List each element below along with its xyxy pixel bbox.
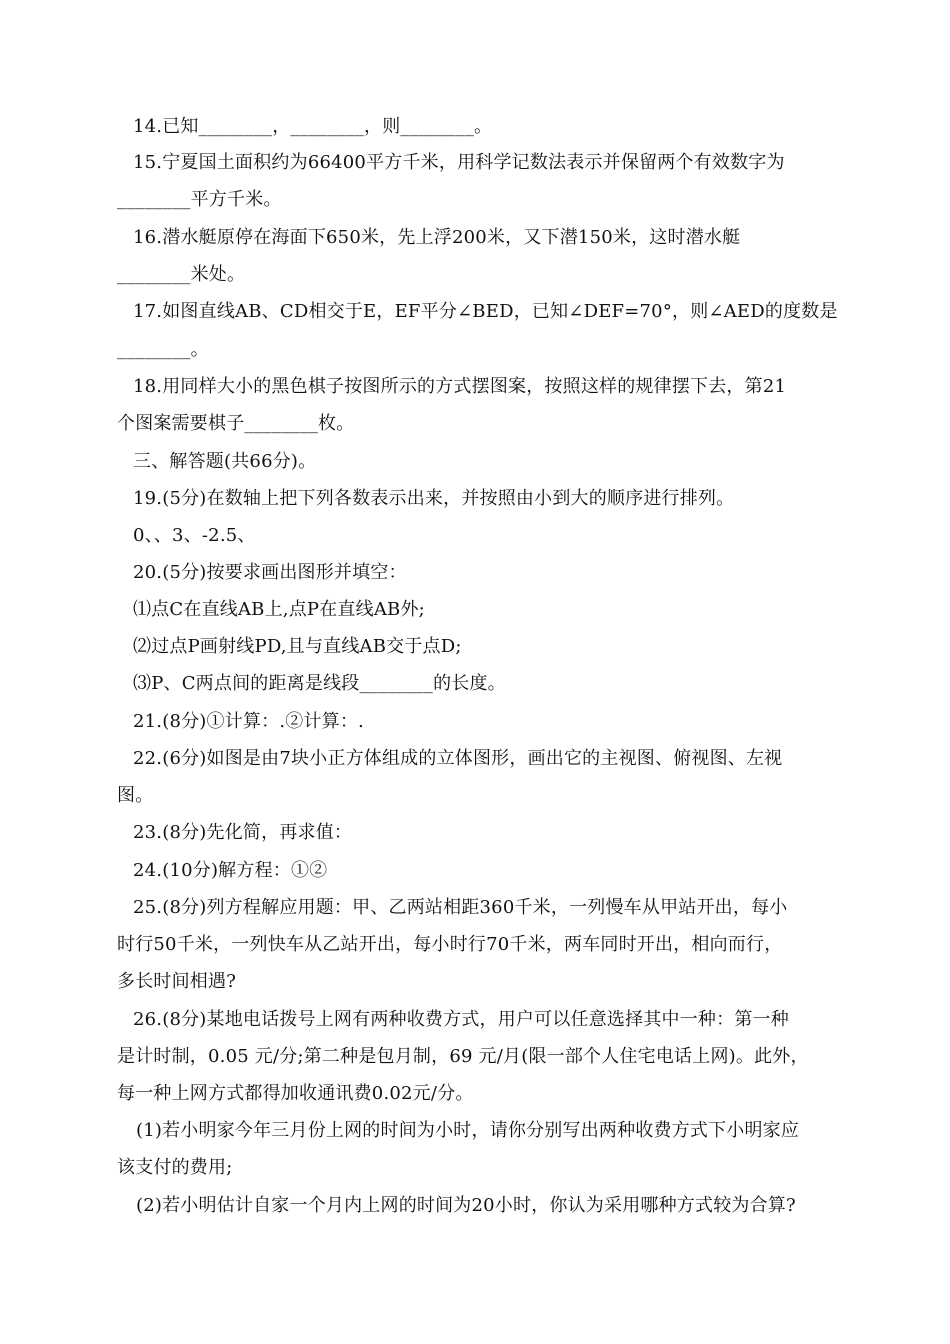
question-26-part-1-cont: 该支付的费用; bbox=[117, 1157, 233, 1178]
question-20-part-2: ⑵过点P画射线PD,且与直线AB交于点D; bbox=[133, 636, 462, 657]
question-16: 16.潜水艇原停在海面下650米，先上浮200米，又下潜150米，这时潜水艇 bbox=[133, 227, 741, 248]
question-22: 22.(6分)如图是由7块小正方体组成的立体图形，画出它的主视图、俯视图、左视 bbox=[133, 748, 783, 769]
question-25: 25.(8分)列方程解应用题：甲、乙两站相距360千米，一列慢车从甲站开出，每小 bbox=[133, 897, 788, 918]
section-heading: 三、解答题(共66分)。 bbox=[133, 451, 317, 472]
question-26: 26.(8分)某地电话拨号上网有两种收费方式，用户可以任意选择其中一种：第一种 bbox=[133, 1009, 789, 1030]
question-22-cont: 图。 bbox=[117, 785, 154, 806]
question-26-part-2: (2)若小明估计自家一个月内上网的时间为20小时，你认为采用哪种方式较为合算? bbox=[136, 1195, 796, 1216]
question-17-cont: ________。 bbox=[117, 339, 209, 360]
question-14: 14.已知________，________，则________。 bbox=[133, 116, 493, 137]
question-26-cont-2: 每一种上网方式都得加收通讯费0.02元/分。 bbox=[117, 1083, 474, 1104]
question-19-numbers: 0、、3、-2.5、 bbox=[133, 525, 256, 546]
question-26-cont-1: 是计时制，0.05 元/分;第二种是包月制，69 元/月(限一部个人住宅电话上网)。此外， bbox=[117, 1046, 809, 1067]
question-21: 21.(8分)①计算：.②计算：. bbox=[133, 711, 364, 732]
question-25-cont-2: 多长时间相遇? bbox=[117, 971, 237, 992]
question-19: 19.(5分)在数轴上把下列各数表示出来，并按照由小到大的顺序进行排列。 bbox=[133, 488, 735, 509]
question-15-cont: ________平方千米。 bbox=[117, 189, 282, 210]
question-24: 24.(10分)解方程：①② bbox=[133, 860, 328, 881]
question-16-cont: ________米处。 bbox=[117, 264, 246, 285]
question-20: 20.(5分)按要求画出图形并填空： bbox=[133, 562, 407, 583]
question-15: 15.宁夏国土面积约为66400平方千米，用科学记数法表示并保留两个有效数字为 bbox=[133, 152, 785, 173]
question-26-part-1: (1)若小明家今年三月份上网的时间为小时，请你分别写出两种收费方式下小明家应 bbox=[136, 1120, 800, 1141]
question-20-part-3: ⑶P、C两点间的距离是线段________的长度。 bbox=[133, 673, 506, 694]
question-18-cont: 个图案需要棋子________枚。 bbox=[117, 413, 355, 434]
question-18: 18.用同样大小的黑色棋子按图所示的方式摆图案，按照这样的规律摆下去，第21 bbox=[133, 376, 787, 397]
question-25-cont-1: 时行50千米，一列快车从乙站开出，每小时行70千米，两车同时开出，相向而行， bbox=[117, 934, 783, 955]
question-20-part-1: ⑴点C在直线AB上,点P在直线AB外; bbox=[133, 599, 425, 620]
question-23: 23.(8分)先化简，再求值： bbox=[133, 822, 353, 843]
question-17: 17.如图直线AB、CD相交于E，EF平分∠BED，已知∠DEF=70°，则∠AED的度数是 bbox=[133, 301, 838, 322]
